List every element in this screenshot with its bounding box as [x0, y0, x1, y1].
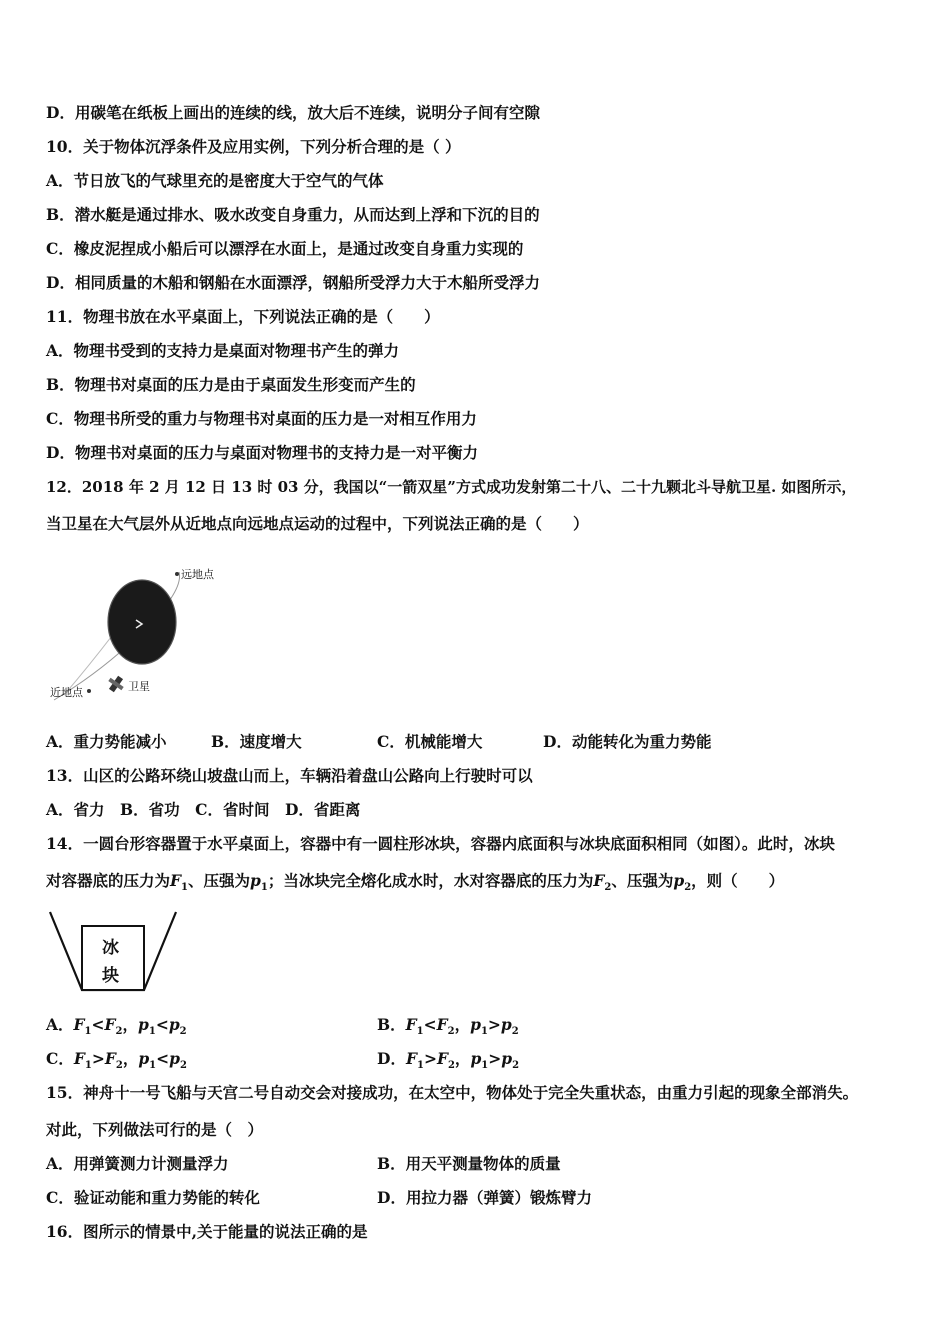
- question-12-line2: 当卫星在大气层外从近地点向远地点运动的过程中，下列说法正确的是（ ）: [46, 514, 589, 533]
- option-11c: C．物理书所受的重力与物理书对桌面的压力是一对相互作用力: [46, 409, 477, 428]
- question-13: 13．山区的公路环绕山坡盘山而上，车辆沿着盘山公路向上行驶时可以: [46, 766, 533, 785]
- question-11: 11．物理书放在水平桌面上，下列说法正确的是（ ）: [46, 307, 440, 326]
- option-14b: B．$F_1<F_2$，$p_1>p_2$: [377, 1015, 519, 1038]
- satellite-icon: [105, 673, 127, 695]
- question-14-line2: 对容器底的压力为$F_1$、压强为$p_1$；当冰块完全熔化成水时，水对容器底的压力为$F_2$、压强为$p_2$，则（ ）: [46, 871, 785, 894]
- question-10: 10．关于物体沉浮条件及应用实例，下列分析合理的是（ ）: [46, 137, 461, 156]
- question-16: 16．图所示的情景中,关于能量的说法正确的是: [46, 1222, 368, 1241]
- option-10d: D．相同质量的木船和钢船在水面漂浮，钢船所受浮力大于木船所受浮力: [46, 273, 540, 292]
- option-15c: C．验证动能和重力势能的转化: [46, 1188, 260, 1207]
- line-q9d: D．用碳笔在纸板上画出的连续的线，放大后不连续，说明分子间有空隙: [46, 103, 540, 122]
- option-15b: B．用天平测量物体的质量: [377, 1154, 561, 1173]
- option-15a: A．用弹簧测力计测量浮力: [46, 1154, 229, 1173]
- option-12c: C．机械能增大: [377, 732, 483, 751]
- option-15d: D．用拉力器（弹簧）锻炼臂力: [377, 1188, 592, 1207]
- ice-label-bottom: 块: [102, 966, 119, 986]
- option-10b: B．潜水艇是通过排水、吸水改变自身重力，从而达到上浮和下沉的目的: [46, 205, 540, 224]
- far-point-label: 远地点: [181, 568, 214, 581]
- option-11b: B．物理书对桌面的压力是由于桌面发生形变而产生的: [46, 375, 416, 394]
- option-10a: A．节日放飞的气球里充的是密度大于空气的气体: [46, 171, 384, 190]
- option-14d: D．$F_1>F_2$，$p_1>p_2$: [377, 1049, 520, 1072]
- option-10c: C．橡皮泥捏成小船后可以漂浮在水面上，是通过改变自身重力实现的: [46, 239, 524, 258]
- option-12a: A．重力势能减小: [46, 732, 167, 751]
- question-15-line1: 15．神舟十一号飞船与天宫二号自动交会对接成功，在太空中，物体处于完全失重状态，由重力引起的现象全部消失。: [46, 1083, 859, 1102]
- question-12-line1: 12．2018 年 2 月 12 日 13 时 03 分，我国以“一箭双星”方式成功发射第二十八、二十九颗北斗导航卫星. 如图所示，: [46, 478, 857, 496]
- container-figure: [46, 910, 181, 1000]
- near-point-label: 近地点: [50, 686, 83, 699]
- ice-label-top: 冰: [102, 938, 119, 958]
- question-15-line2: 对此，下列做法可行的是（ ）: [46, 1120, 264, 1139]
- option-12d: D．动能转化为重力势能: [543, 732, 712, 751]
- option-14a: A．$F_1<F_2$，$p_1<p_2$: [46, 1015, 187, 1038]
- orbit-figure: [44, 560, 234, 710]
- question-14-line1: 14．一圆台形容器置于水平桌面上，容器中有一圆柱形冰块，容器内底面积与冰块底面积相同（如图）。此时，冰块: [46, 834, 835, 853]
- options-13: A．省力 B．省功 C．省时间 D．省距离: [46, 800, 361, 819]
- option-12b: B．速度增大: [211, 732, 302, 751]
- option-11a: A．物理书受到的支持力是桌面对物理书产生的弹力: [46, 341, 400, 360]
- option-14c: C．$F_1>F_2$，$p_1<p_2$: [46, 1049, 187, 1072]
- option-11d: D．物理书对桌面的压力与桌面对物理书的支持力是一对平衡力: [46, 443, 478, 462]
- satellite-label: 卫星: [128, 680, 150, 693]
